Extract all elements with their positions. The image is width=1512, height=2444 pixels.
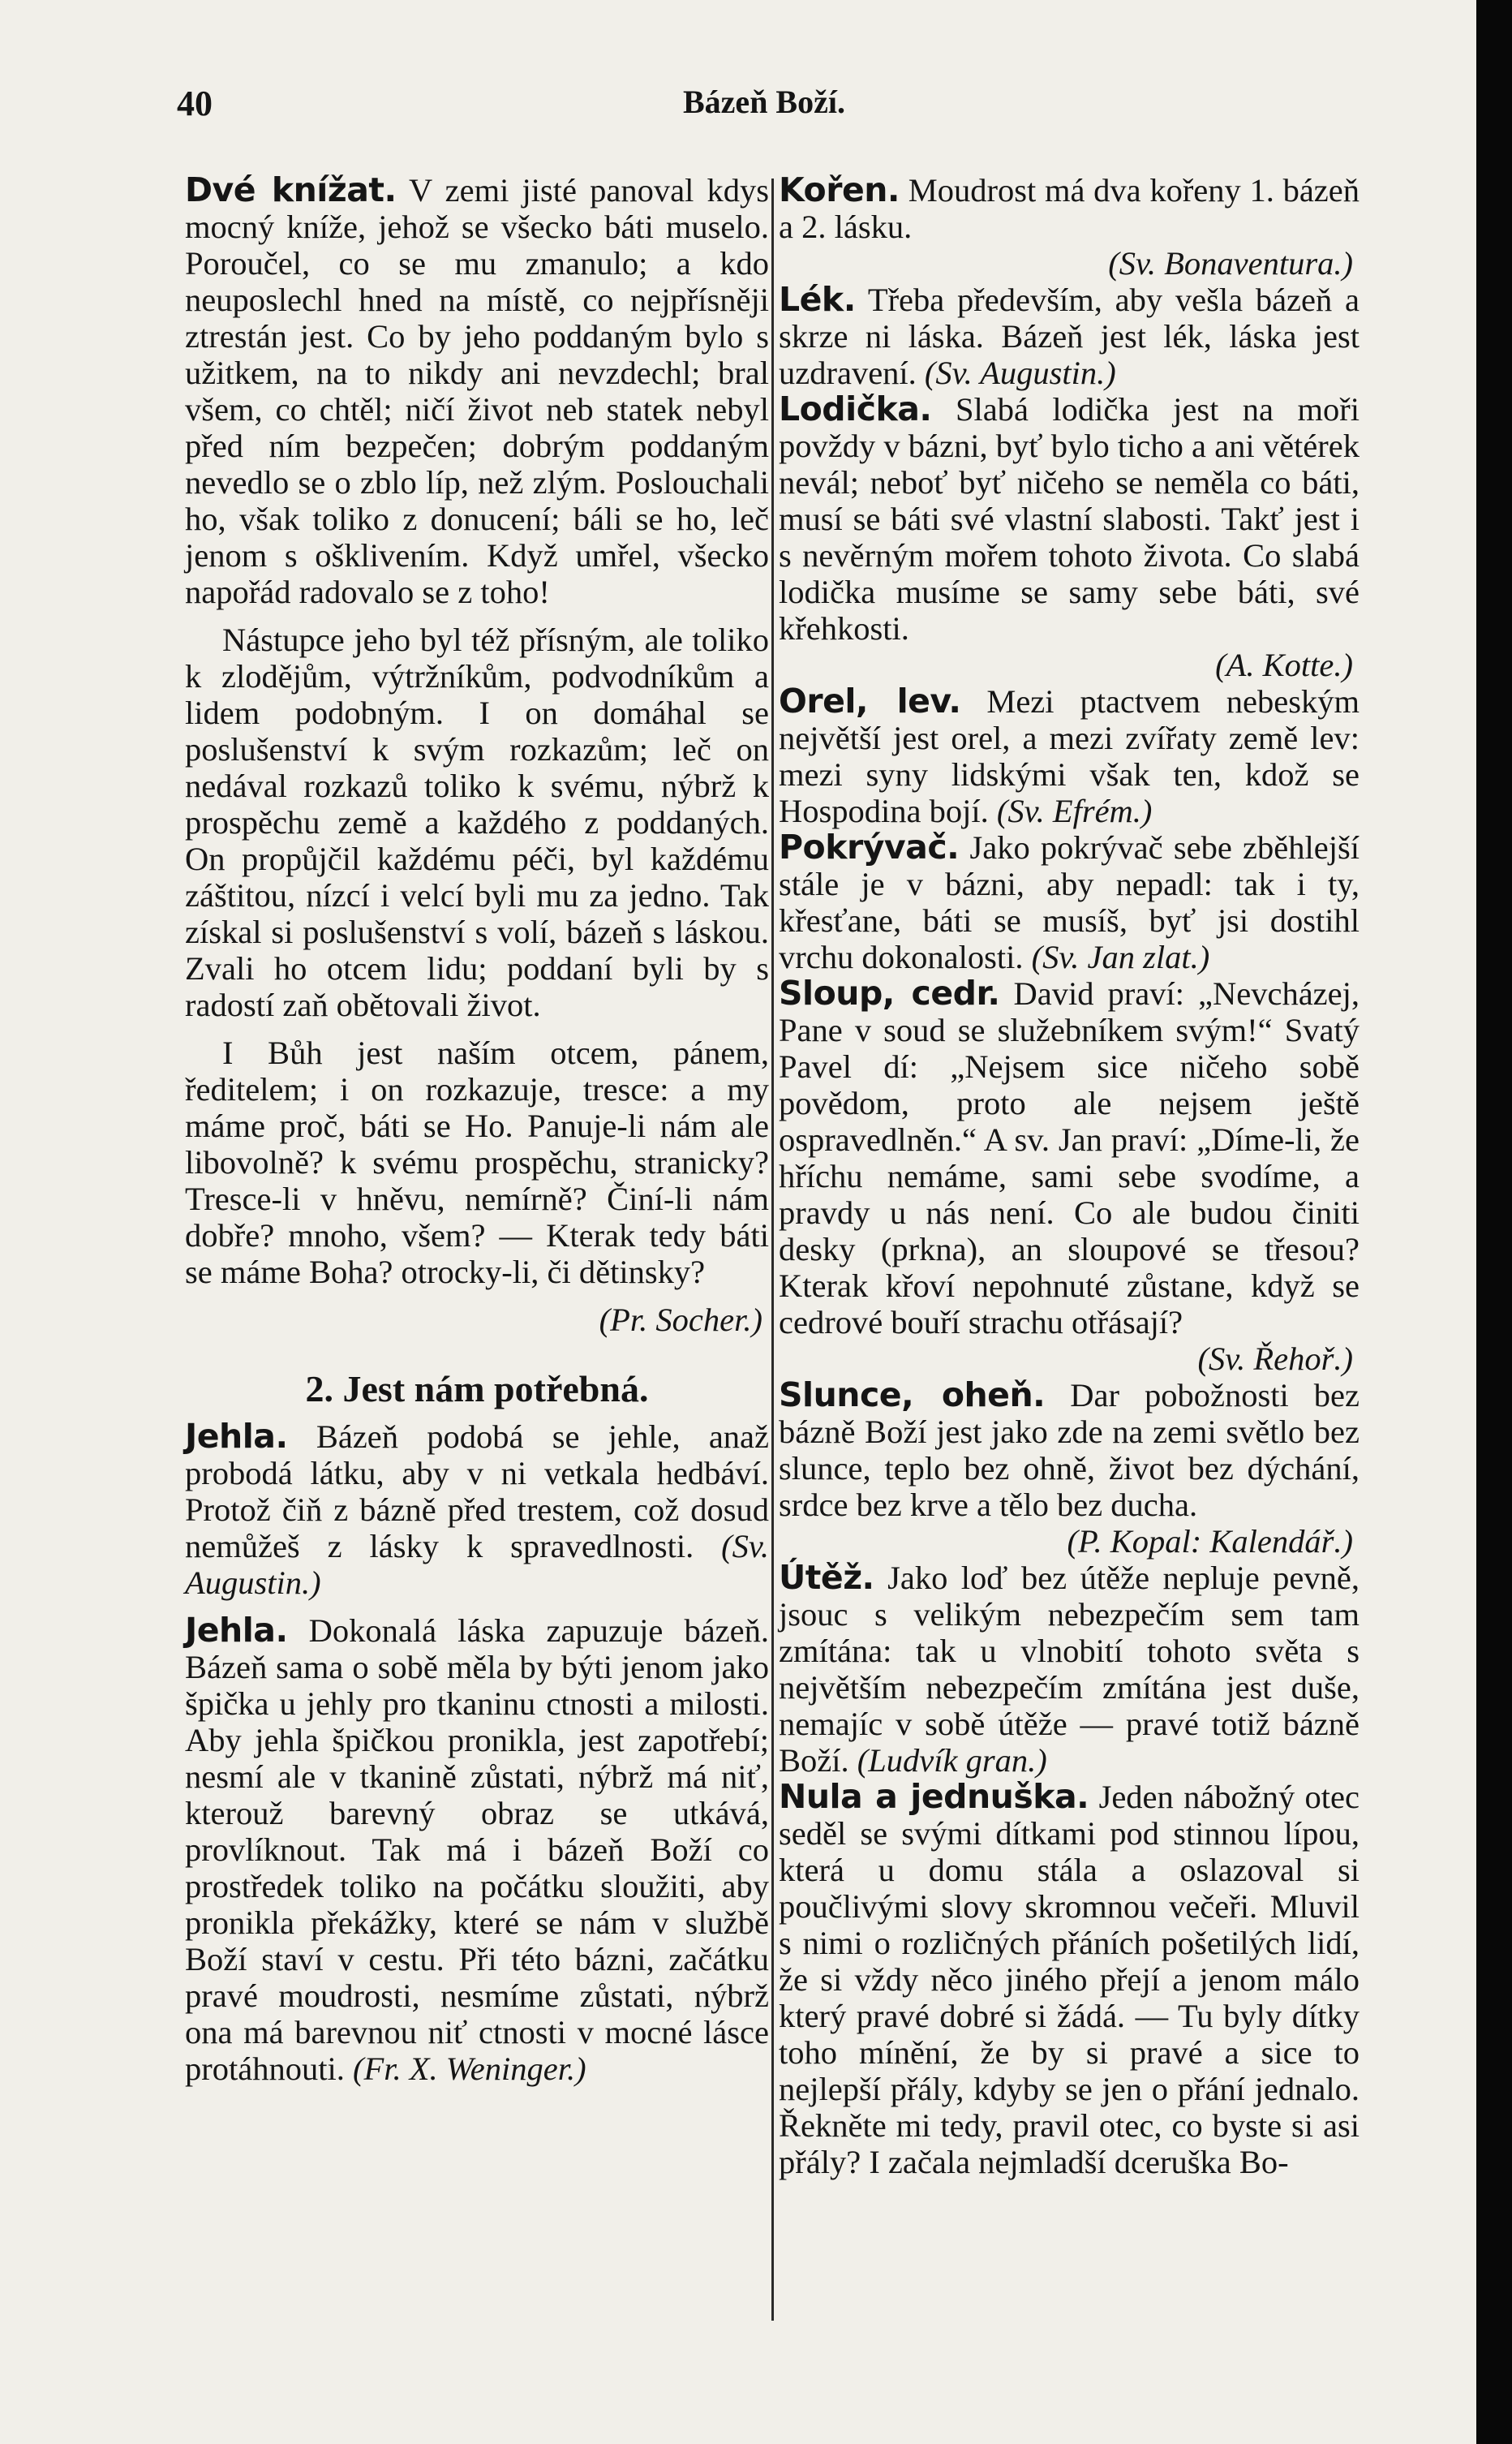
entry-text: Třeba především, aby vešla bázeň a skrze ni láska. Bázeň jest lék, láska jest uzdravení. (779, 282, 1360, 391)
entry-pokryvac (779, 829, 1360, 975)
entry-text: Mezi ptactvem nebeským největší jest orel, a mezi zvířaty země lev: mezi syny lidskými však ten, kdož se Hospodina bojí. (779, 683, 1360, 829)
source-attribution: (A. Kotte.) (1215, 647, 1353, 683)
entry-keyword: Kořen. (779, 170, 900, 209)
source-attribution: (Sv. Bonaventura.) (1108, 245, 1353, 282)
source-attribution: (Ludvík gran.) (857, 1742, 1047, 1779)
section-heading: 2. Jest nám potřebná. (305, 1368, 649, 1409)
entry-keyword: Lodička. (779, 389, 932, 428)
entry-text: Bázeň podobá se jehle, anaž probodá látku, aby v ni vetkala hedbáví. Protož čiň z bázně před trestem, což dosud nemůžeš z lásky k spravedlnosti. (185, 1418, 769, 1564)
source-attribution: (Fr. X. Weninger.) (352, 2050, 586, 2087)
source-attribution: (Sv. Efrém.) (996, 793, 1153, 829)
entry-utez (779, 1560, 1360, 1779)
entry-keyword: Nula a jednuška. (779, 1777, 1089, 1816)
entry-text: Jako loď bez útěže nepluje pevně, jsouc s velikým nebezpečím sem tam zmítána: tak u vlnobití tohoto světa s největším nebezpečím zmítána jest duše, nemajíc v sobě útěže — pravé totiž bázně Boží. (779, 1560, 1360, 1779)
entry-keyword: Lék. (779, 280, 856, 319)
paragraph: Nástupce jeho byl též přísným, ale toliko k zlodějům, výtržníkům, podvodníkům a lidem podobným. I on domáhal se poslušenství k svým rozkazům; leč on nedával rozkazů toliko k svému, nýbrž k prospěchu země a každého z poddaných. On propůjčil každému péči, byl každému záštitou, nízcí i velcí byli mu za jedno. Tak získal si poslušenství s volí, bázeň s láskou. Zvali ho otcem lidu; poddaní byli by s radostí zaň obětovali život. (185, 622, 769, 1023)
source-attribution: (Sv. Řehoř.) (1197, 1340, 1353, 1377)
entry-text: Jeden nábožný otec seděl se svými dítkami pod stinnou lípou, která u domu stála a oslazoval si poučlivými slovy skromnou večeři. Mluvil s nimi o rozličných přáních pošetilých lidí, že si vždy něco jiného přejí a jenom málo který pravé dobré si žádá. — Tu byly dítky toho mínění, že by si pravé a sice to nejlepší přály, kdyby se jen o přání jednalo. Řekněte mi tedy, pravil otec, co byste si asi přály? I začala nejmladší dceruška Bo- (779, 1779, 1360, 2180)
entry-text: Moudrost má dva kořeny 1. bázeň a 2. lásku. (779, 172, 1360, 245)
entry-keyword: Sloup, cedr. (779, 974, 1000, 1013)
entry-text: Slabá lodička jest na moři povždy v bázni, byť bylo ticho a ani větérek nevál; neboť byť ničeho se neměla co báti, musí se báti své vlastní slabosti. Takť jest i s nevěrným mořem tohoto života. Co slabá lodička musíme se samy sebe báti, své křehkosti. (779, 391, 1360, 647)
entry-text: Jako pokrývač sebe zběhlejší stále je v bázni, aby nepadl: tak i ty, křesťane, báti se musíš, byť jsi dostihl vrchu dokonalosti. (779, 829, 1360, 975)
entry-keyword: Dvé knížat. (185, 170, 397, 209)
entry-text: Dar pobožnosti bez bázně Boží jest jako zde na zemi světlo bez slunce, teplo bez ohně, život bez dýchání, srdce bez krve a tělo bez ducha. (779, 1377, 1360, 1523)
source-attribution: (P. Kopal: Kalendář.) (1067, 1523, 1353, 1560)
paragraph: I Bůh jest naším otcem, pánem, ředitelem; i on rozkazuje, tresce: a my máme proč, báti se Ho. Panuje-li nám ale libovolně? k svému prospěchu, stranicky? Tresce-li v hněvu, nemírně? Činí-li nám dobře? mnoho, všem? — Kterak tedy báti se máme Boha? otrocky-li, či dětinsky? (185, 1035, 769, 1290)
entry-orel-lev (779, 683, 1360, 829)
entry-jehla-2 (185, 1612, 769, 2087)
entry-sloup-cedr (779, 975, 1360, 1340)
entry-lodicka (779, 391, 1360, 647)
entry-keyword: Jehla. (185, 1417, 288, 1456)
entry-text: Dokonalá láska zapuzuje bázeň. Bázeň sama o sobě měla by býti jenom jako špička u jehly pro tkaninu ctnosti a milosti. Aby jehla špičkou pronikla, jest zapotřebí; nesmí ale v tkanině zůstati, nýbrž má niť, kterouž barevný obraz se utkává, provlíknout. Tak má i bázeň Boží co prostředek toliko na počátku sloužiti, aby pronikla překážky, které se nám v službě Boží staví v cestu. Při této bázni, začátku pravé moudrosti, nesmíme zůstati, nýbrž ona má barevnou niť ctnosti v mocné lásce protáhnouti. (185, 1612, 770, 2087)
source-attribution: (Pr. Socher.) (599, 1302, 762, 1338)
entry-nula-a-jednuska (779, 1779, 1360, 2180)
source-attribution: (Sv. Augustin.) (924, 355, 1116, 391)
source-attribution: (Sv. Augustin.) (185, 1528, 770, 1601)
running-title: Bázeň Boží. (683, 84, 845, 120)
entry-keyword: Útěž. (779, 1558, 874, 1597)
entry-slunce-ohen (779, 1377, 1360, 1523)
entry-text: David praví: „Nevcházej, Pane v soud se služebníkem svým!“ Svatý Pavel dí: „Nejsem sice ničeho sobě povědom, proto ale nejsem ještě ospravedlněn.“ A sv. Jan praví: „Díme-li, že hříchu nemáme, sami sebe svodíme, a pravdy u nás není. Co ale budou činiti desky (prkna), an sloupové se třesou? Kterak křoví nepohnuté zůstane, když se cedrové bouří strachu otřásají? (779, 975, 1360, 1340)
entry-lek (779, 282, 1360, 391)
right-column (779, 172, 1360, 2180)
entry-koren (779, 172, 1360, 245)
entry-keyword: Jehla. (185, 1611, 288, 1650)
entry-keyword: Pokrývač. (779, 828, 960, 867)
column-divider (771, 179, 774, 2321)
source-attribution: (Sv. Jan zlat.) (1031, 939, 1210, 975)
entry-dve-knizat (185, 172, 769, 610)
entry-text: V zemi jisté panoval kdys mocný kníže, jehož se všecko báti muselo. Poroučel, co se mu zmanulo; a kdo neuposlechl hned na místě, co nejpřísněji ztrestán jest. Co by jeho poddaným bylo s užitkem, na to nikdy ani nevzdechl; bral všem, co chtěl; ničí život neb statek nebyl před ním bezpečen; dobrým poddaným nevedlo se o zblo líp, než zlým. Poslouchali ho, však toliko z donucení; báli se ho, leč jenom s ošklivením. Když umřel, všecko napořád radovalo se z toho! (185, 172, 769, 610)
entry-jehla-1 (185, 1418, 769, 1601)
left-column (185, 172, 769, 2087)
entry-keyword: Slunce, oheň. (779, 1375, 1046, 1414)
entry-keyword: Orel, lev. (779, 682, 961, 721)
page-number: 40 (177, 84, 213, 123)
